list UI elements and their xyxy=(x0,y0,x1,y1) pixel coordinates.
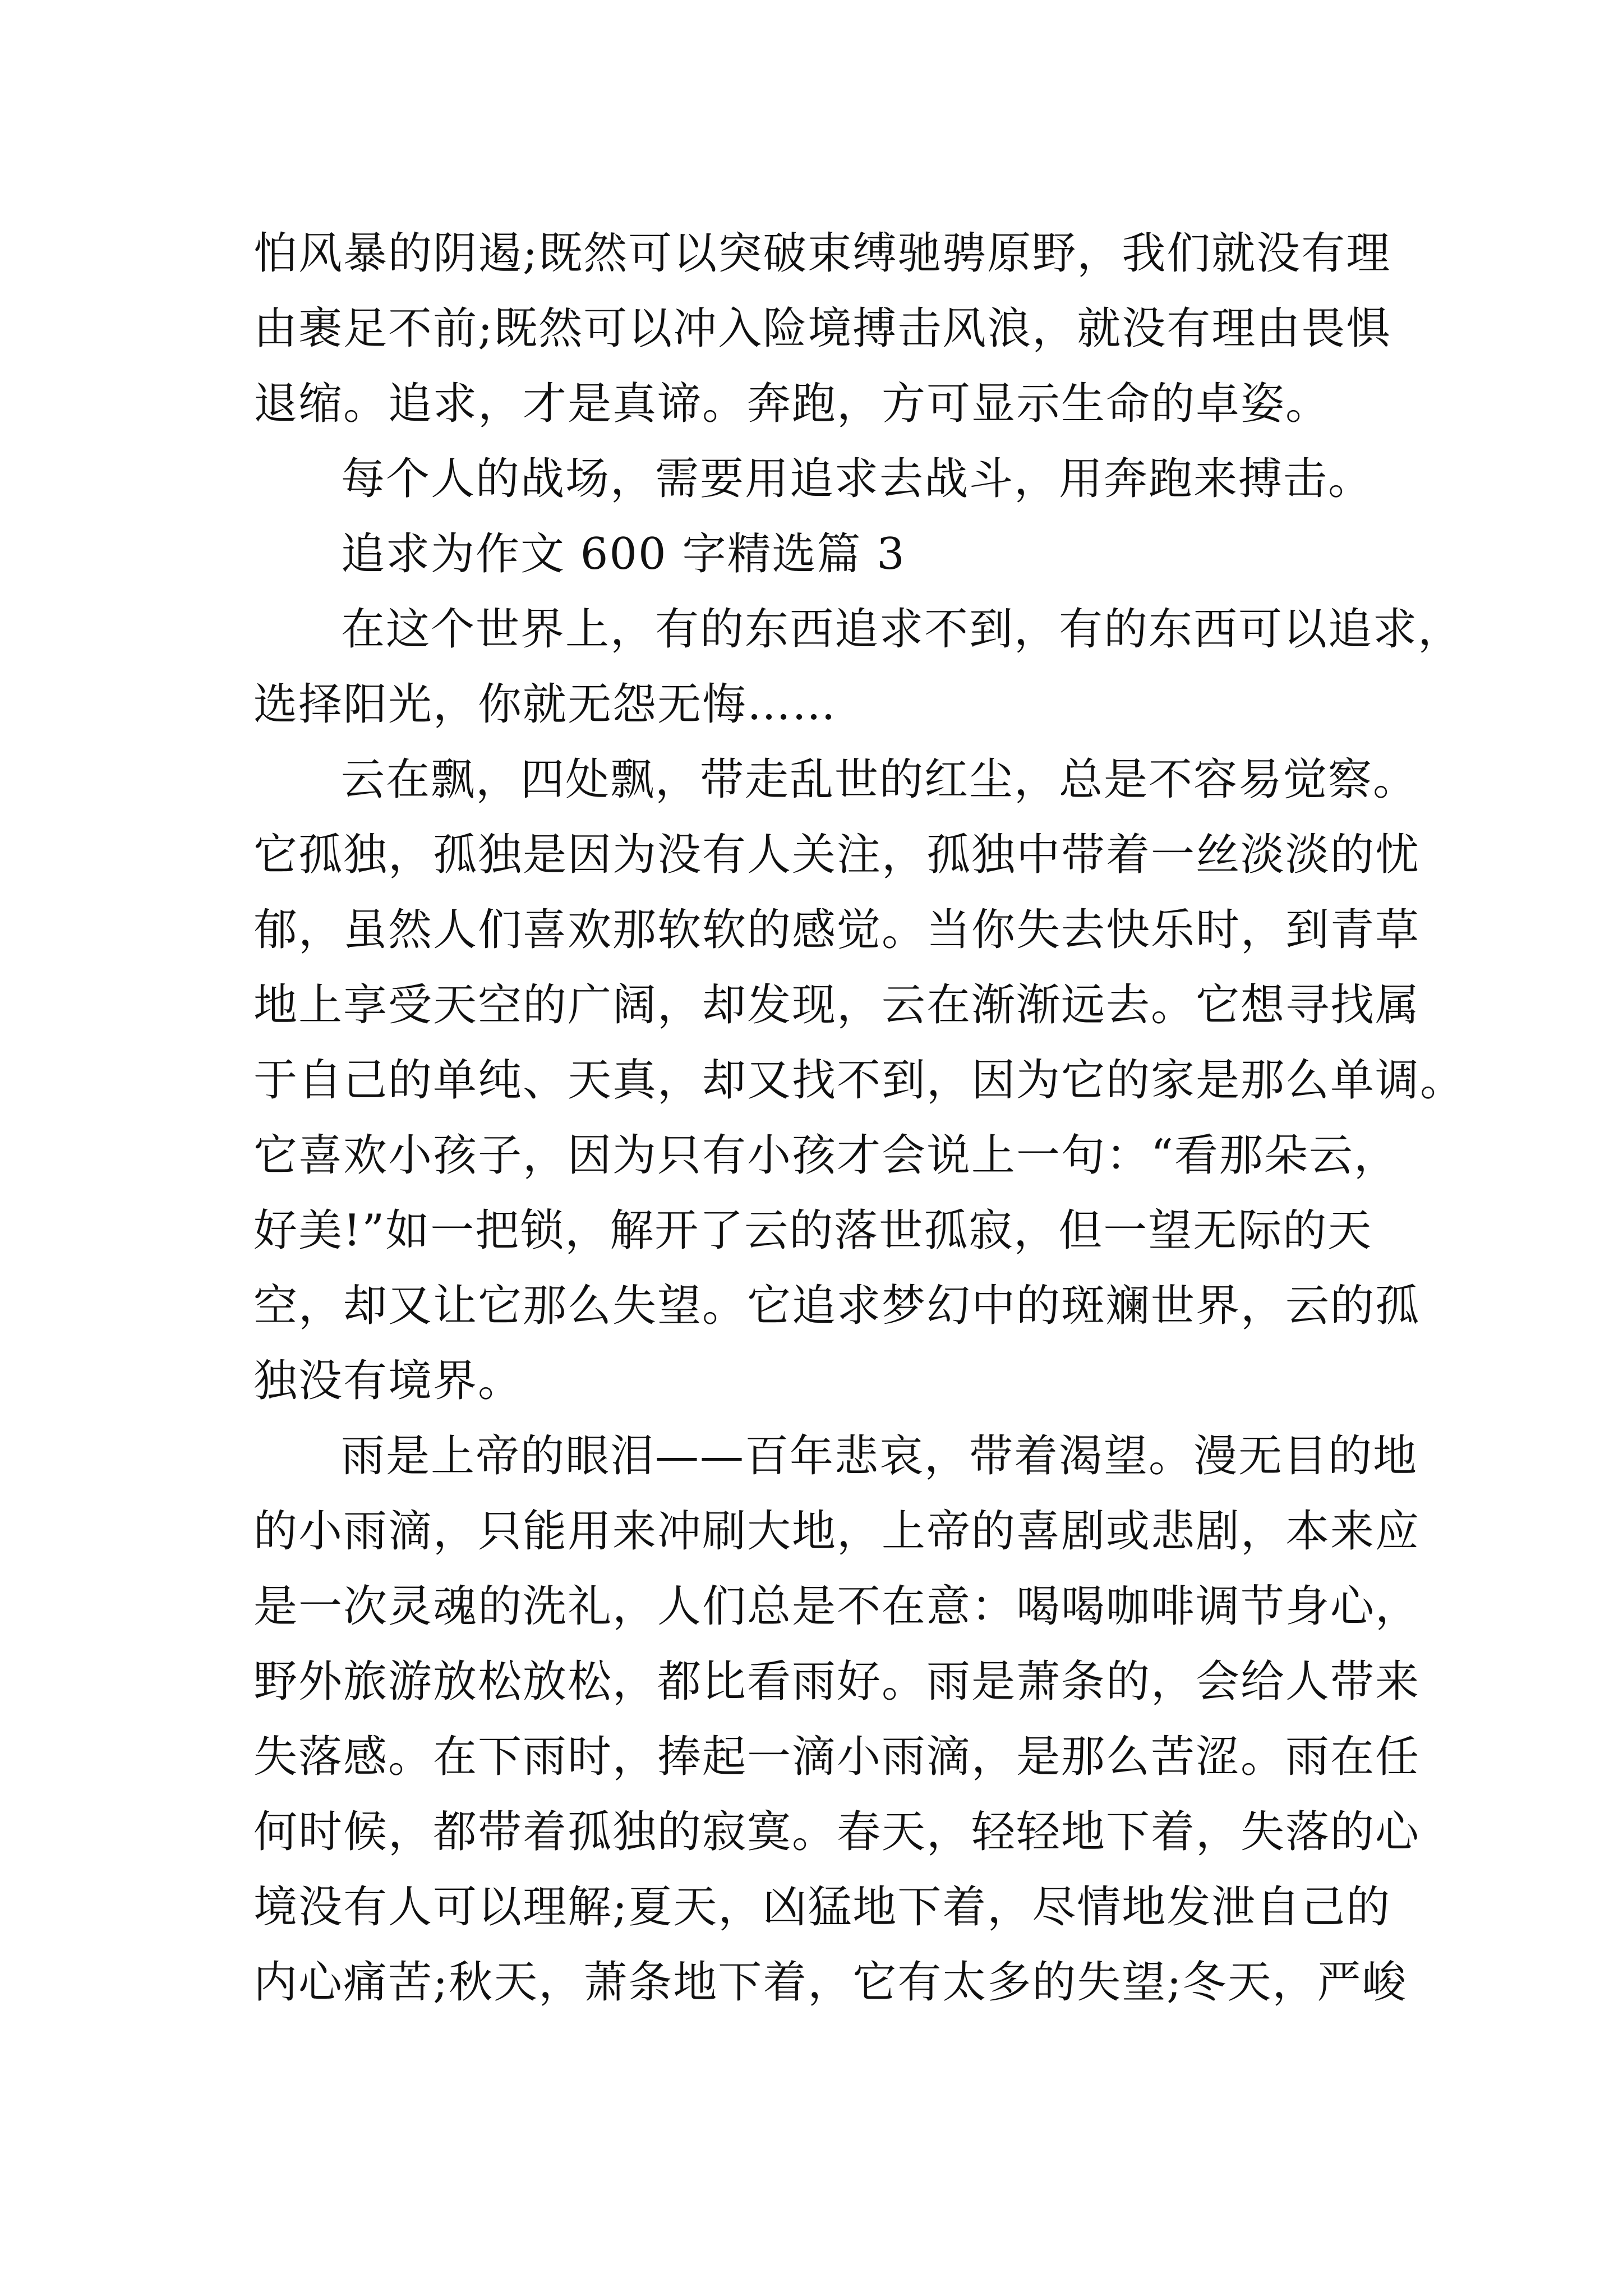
paragraph-first-line: 在这个世界上，有的东西追求不到，有的东西可以追求， xyxy=(341,604,1463,655)
text-line: 何时候，都带着孤独的寂寞。春天，轻轻地下着，失落的心 xyxy=(253,1807,1421,1857)
text-line: 独没有境界。 xyxy=(253,1356,523,1406)
text-line: 怕风暴的阴遏;既然可以突破束缚驰骋原野，我们就没有理 xyxy=(253,228,1391,279)
text-line: 它喜欢小孩子，因为只有小孩才会说上一句：“看那朵云， xyxy=(253,1130,1399,1181)
text-line: 境没有人可以理解;夏天，凶猛地下着，尽情地发泄自己的 xyxy=(253,1882,1391,1932)
text-line: 内心痛苦;秋天，萧条地下着，它有太多的失望;冬天，严峻 xyxy=(253,1957,1407,2008)
paragraph-first-line: 雨是上帝的眼泪——百年悲哀，带着渴望。漫无目的地 xyxy=(341,1431,1418,1481)
text-line: 野外旅游放松放松，都比看雨好。雨是萧条的，会给人带来 xyxy=(253,1657,1421,1707)
text-line: 是一次灵魂的洗礼，人们总是不在意：喝喝咖啡调节身心， xyxy=(253,1581,1421,1632)
document-body xyxy=(253,216,1465,2020)
text-line: 选择阳光，你就无怨无悔…… xyxy=(253,679,837,730)
text-line: 空，却又让它那么失望。它追求梦幻中的斑斓世界，云的孤 xyxy=(253,1281,1421,1331)
text-line: 地上享受天空的广阔，却发现，云在渐渐远去。它想寻找属 xyxy=(253,980,1421,1030)
text-line: 郁，虽然人们喜欢那软软的感觉。当你失去快乐时，到青草 xyxy=(253,905,1421,955)
text-line: 于自己的单纯、天真，却又找不到，因为它的家是那么单调。 xyxy=(253,1055,1465,1106)
text-line: 它孤独，孤独是因为没有人关注，孤独中带着一丝淡淡的忧 xyxy=(253,830,1421,880)
paragraph-first-line: 每个人的战场，需要用追求去战斗，用奔跑来搏击。 xyxy=(341,454,1373,504)
paragraph-first-line: 云在飘，四处飘，带走乱世的红尘，总是不容易觉察。 xyxy=(341,754,1418,805)
text-line: 由裹足不前;既然可以冲入险境搏击风浪，就没有理由畏惧 xyxy=(253,303,1391,354)
text-line: 好美!”如一把锁，解开了云的落世孤寂，但一望无际的天 xyxy=(253,1205,1373,1256)
section-heading: 追求为作文 600 字精选篇 3 xyxy=(341,529,906,579)
text-line: 的小雨滴，只能用来冲刷大地，上帝的喜剧或悲剧，本来应 xyxy=(253,1506,1421,1557)
text-line: 失落感。在下雨时，捧起一滴小雨滴，是那么苦涩。雨在任 xyxy=(253,1732,1421,1782)
text-line: 退缩。追求，才是真谛。奔跑，方可显示生命的卓姿。 xyxy=(253,379,1331,429)
